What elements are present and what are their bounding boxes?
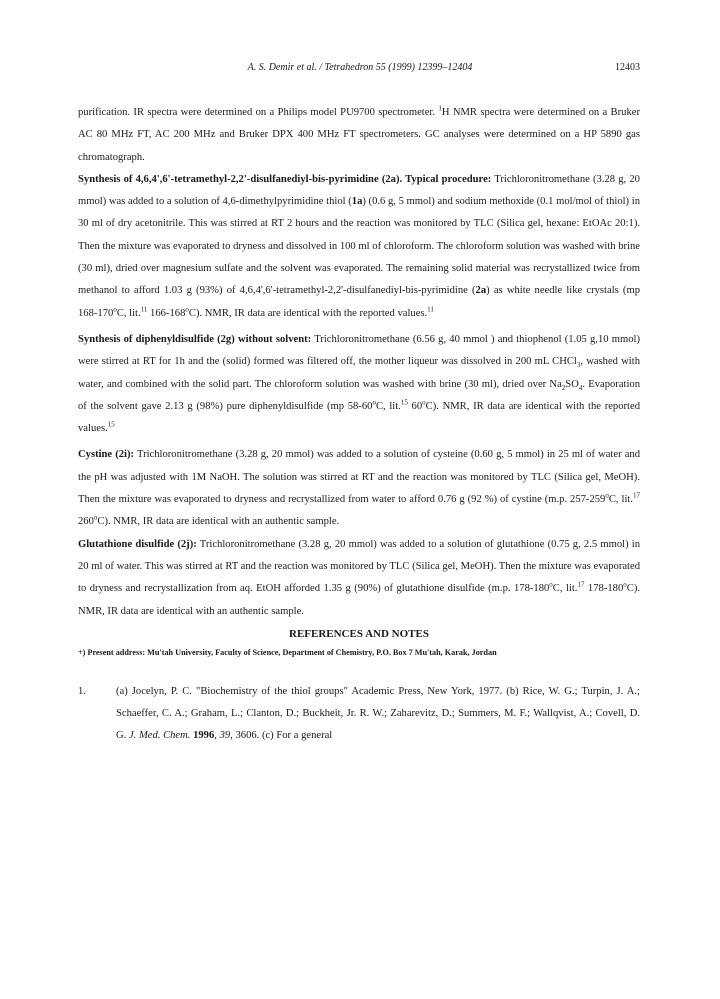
text: H NMR spectra were determined on a Bruker AC 80 MHz FT, AC 200 MHz and Bruker DPX 400 MHz FT spectrometers. GC analyses were determined on a HP 5890 gas chromatograph. xyxy=(78,107,640,163)
text: C, lit. xyxy=(375,400,401,412)
text: 178-180 xyxy=(584,583,624,595)
superscript: o xyxy=(422,398,426,407)
paragraph-cystine xyxy=(78,444,640,533)
year: 1996 xyxy=(190,730,215,742)
text: 60 xyxy=(407,400,423,412)
citation: 15 xyxy=(107,420,115,429)
text: ) (0.6 g, 5 mmol) and sodium methoxide (0.1 mol/mol of thiol) in 30 ml of dry acetonitrile. This was stirred at RT 2 hours and the reaction was monitored by TLC (Silica gel, hexane: EtOAc 20:1). Then the mixture was evaporated to dryness and dissolved in 100 ml of chloroform. The chloroform solution was washed with brine (30 ml), dried over magnesium sulfate and the solvent was evaporated. The remaining solid material was recrystallized twice from methanol to afford 1.03 g (93%) of 4,6,4',6'-tetramethyl-2,2'-disulfanediyl-bis-pyrimidine ( xyxy=(78,196,640,297)
article-body xyxy=(78,102,640,748)
citation: 17 xyxy=(577,580,585,589)
paragraph-instrumentation xyxy=(78,102,640,169)
text: Trichloronitromethane (3.28 g, 20 mmol) was added to a solution of 4,6-dimethylpyrimidine thiol ( xyxy=(78,173,640,208)
subscript: 2 xyxy=(561,383,566,392)
reference-number: 1. xyxy=(78,685,86,697)
reference-text xyxy=(116,681,640,748)
text: , washed with water, and combined with the solid part. The chloroform solution was washed with brine (30 ml), dried over Na xyxy=(78,356,640,390)
superscript: o xyxy=(185,305,189,314)
text: Trichloronitromethane (3.28 g, 20 mmol) was added to a solution of cysteine (0.60 g, 5 mmol) in 25 ml of water and the pH was adjusted with 1M NaOH. The solution was stirred at RT and the reaction was monitored by TLC (Silica gel, MeOH). Then the mixture was evaporated to dryness and recrystallized from water to afford 0.76 g (92 %) of cystine (m.p. 257-259 xyxy=(78,449,641,506)
paragraph-glutathione xyxy=(78,534,640,623)
text: Trichloronitromethane (3.28 g, 20 mmol) was added to a solution of glutathione (0.75 g, 2.5 mmol) in 20 ml of water. This was stirred at RT and the reaction was monitored by TLC (Silica gel, MeOH). Then the mixture was evaporated to dryness and recrystallization from aq. EtOH afforded 1.35 g (90%) of glutathione disulfide (m.p. 178-180 xyxy=(78,538,641,595)
citation: 11 xyxy=(140,305,148,314)
superscript: o xyxy=(549,580,553,589)
text: C, lit. xyxy=(552,583,578,595)
text: C). NMR, IR data are identical with the reported values. xyxy=(188,307,428,319)
superscript: o xyxy=(623,580,627,589)
text: 260 xyxy=(78,516,94,528)
citation: 15 xyxy=(400,398,408,407)
text: (a) Jocelyn, P. C. "Biochemistry of the thiol groups" Academic Press, New York, 1977. (b) Rice, W. G.; Turpin, J. A.; Schaeffer, C. A.; Graham, L.; Clanton, D.; Buckheit, Jr. R. W.; Zaharevitz, D.; Summers, M. F.; Wallqvist, A.; Covell, D. G. xyxy=(116,685,640,742)
citation: 11 xyxy=(427,305,434,314)
citation: 17 xyxy=(633,491,640,500)
text: . Evaporation of the solvent gave 2.13 g (98%) pure diphenyldisulfide (mp 58-60 xyxy=(78,378,640,412)
superscript: o xyxy=(113,305,117,314)
text: C). NMR, IR data are identical with the reported values. xyxy=(78,400,640,435)
text: Trichloronitromethane (6.56 g, 40 mmol ) and thiophenol (1.05 g,10 mmol) were stirred at RT for 1h and the (solid) formed was filtered off, the mother liqueur was dissolved in 200 mL CHCl xyxy=(78,333,640,368)
volume: 39 xyxy=(219,730,231,742)
superscript: o xyxy=(605,491,609,500)
present-address-note: +) Present address: Mu'tah University, Faculty of Science, Department of Chemistry, P.O. Box 7 Mu'tah, Karak, Jordan xyxy=(78,647,497,657)
text: 166-168 xyxy=(147,307,186,319)
section-heading: Synthesis of diphenyldisulfide (2g) without solvent: xyxy=(78,333,312,345)
text: , 3606. (c) For a general xyxy=(230,730,333,742)
text: C). NMR, IR data are identical with an authentic sample. xyxy=(97,516,340,528)
text: , xyxy=(214,730,220,742)
superscript: o xyxy=(372,398,376,407)
subscript: 3 xyxy=(576,361,581,370)
text: C, lit. xyxy=(608,494,633,506)
text: ) as white needle like crystals (mp 168-170 xyxy=(78,285,640,319)
compound-label: 2a xyxy=(475,285,487,297)
superscript: o xyxy=(93,513,98,522)
running-head: A. S. Demir et al. / Tetrahedron 55 (1999) 12399–12404 xyxy=(247,62,473,73)
text: C). NMR, IR data are identical with an authentic sample. xyxy=(78,583,640,617)
reference-item xyxy=(78,681,640,748)
text: C, lit. xyxy=(116,307,141,319)
subscript: 4 xyxy=(578,383,583,392)
paragraph-synthesis-2g xyxy=(78,329,640,440)
page-number: 12403 xyxy=(615,62,640,73)
text: SO xyxy=(565,378,579,390)
paragraph-synthesis-2a xyxy=(78,169,640,325)
section-heading: Glutathione disulfide (2j): xyxy=(78,538,197,550)
compound-label: 1a xyxy=(351,196,363,208)
section-heading: Cystine (2i): xyxy=(78,449,135,461)
page-header xyxy=(0,62,720,78)
superscript: 1 xyxy=(438,104,442,113)
references-heading: REFERENCES AND NOTES xyxy=(289,627,429,640)
section-heading: Synthesis of 4,6,4',6'-tetramethyl-2,2'-disulfanediyl-bis-pyrimidine (2a). Typical procedure: xyxy=(78,173,492,185)
journal-name: J. Med. Chem. xyxy=(128,730,191,742)
text: purification. IR spectra were determined on a Philips model PU9700 spectrometer. xyxy=(78,107,439,118)
